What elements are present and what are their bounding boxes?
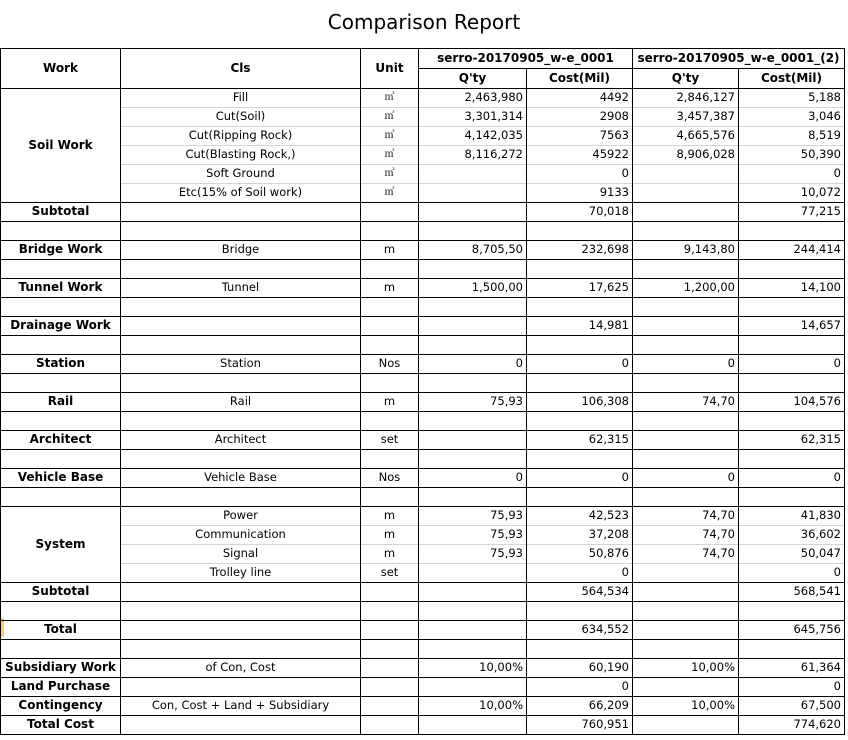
cls-cell: Signal <box>222 546 259 560</box>
work-cell: Vehicle Base <box>17 470 104 484</box>
qty-cell: 74,70 <box>702 546 735 560</box>
qty-cell: 10,00% <box>691 660 735 674</box>
report-title: Comparison Report <box>327 10 521 34</box>
qty-cell: 4,665,576 <box>676 128 735 142</box>
grid-line <box>632 48 633 735</box>
cost-cell: 4492 <box>599 90 629 104</box>
grid-line <box>526 68 527 735</box>
group-soil-work: Soil Work <box>28 138 93 152</box>
qty-cell <box>633 677 738 696</box>
cost-cell: 62,315 <box>800 432 841 446</box>
qty-cell <box>633 430 738 449</box>
cost-cell: 0 <box>621 679 629 693</box>
qty-cell <box>419 183 526 202</box>
cost-cell: 10,072 <box>800 185 841 199</box>
cost-cell: 0 <box>621 166 629 180</box>
cost-cell: 61,364 <box>800 660 841 674</box>
qty-cell: 75,93 <box>490 527 523 541</box>
cost-cell: 7563 <box>599 128 629 142</box>
system-subtotal-c1: 564,534 <box>581 584 629 598</box>
cls-cell: Cut(Soil) <box>215 109 266 123</box>
cls-cell: Power <box>223 508 258 522</box>
grid-line <box>0 202 845 203</box>
grid-line <box>0 601 845 602</box>
cls-cell: Bridge <box>221 242 260 256</box>
qty-cell: 74,70 <box>702 527 735 541</box>
work-cell: Bridge Work <box>18 242 103 256</box>
group-system: System <box>35 537 86 551</box>
qty-cell: 74,70 <box>702 394 735 408</box>
unit-cell: m <box>383 280 396 294</box>
grid-line <box>0 734 845 735</box>
cost-cell: 0 <box>621 565 629 579</box>
unit-cell: ㎥ <box>384 149 395 160</box>
qty-cell: 75,93 <box>490 546 523 560</box>
grid-line <box>0 259 845 260</box>
work-cell: Tunnel Work <box>18 280 103 294</box>
grid-line <box>0 639 845 640</box>
header-cost-1: Cost(Mil) <box>548 71 611 85</box>
cost-cell: 41,830 <box>800 508 841 522</box>
cls-cell: Communication <box>195 527 286 541</box>
qty-cell <box>633 183 738 202</box>
cls-cell: Cut(Ripping Rock) <box>188 128 293 142</box>
qty-cell <box>419 677 526 696</box>
unit-cell: ㎥ <box>384 111 395 122</box>
cost-cell: 232,698 <box>581 242 629 256</box>
qty-cell <box>419 164 526 183</box>
unit-cell: ㎡ <box>384 168 395 179</box>
work-cell: Total Cost <box>27 717 94 731</box>
grid-line <box>0 620 845 621</box>
grid-line <box>0 449 845 450</box>
system-subtotal-label: Subtotal <box>31 584 90 598</box>
cost-cell: 0 <box>621 470 629 484</box>
grid-line <box>0 582 845 583</box>
header-qty-1: Q'ty <box>458 71 487 85</box>
cost-cell: 42,523 <box>588 508 629 522</box>
qty-cell: 0 <box>727 356 735 370</box>
total-c1: 634,552 <box>581 622 629 636</box>
cost-cell: 2908 <box>599 109 629 123</box>
grid-line <box>0 48 1 735</box>
qty-cell: 3,301,314 <box>464 109 523 123</box>
unit-cell <box>361 316 418 335</box>
cost-cell: 0 <box>833 166 841 180</box>
unit-cell: m <box>383 546 396 560</box>
header-case1: serro-20170905_w-e_0001 <box>437 51 614 65</box>
cost-cell: 50,390 <box>800 147 841 161</box>
grid-line <box>844 48 845 735</box>
grid-line <box>0 297 845 298</box>
cost-cell: 14,100 <box>800 280 841 294</box>
cost-cell: 0 <box>833 679 841 693</box>
cost-cell: 9133 <box>599 185 629 199</box>
cost-cell: 50,047 <box>800 546 841 560</box>
cls-cell: Soft Ground <box>206 166 275 180</box>
qty-cell: 75,93 <box>490 394 523 408</box>
cls-cell: Con, Cost + Land + Subsidiary <box>151 698 330 712</box>
work-cell: Contingency <box>18 698 103 712</box>
cost-cell: 36,602 <box>800 527 841 541</box>
cost-cell: 0 <box>833 470 841 484</box>
qty-cell: 10,00% <box>479 698 523 712</box>
cost-cell: 3,046 <box>808 109 841 123</box>
cost-cell: 0 <box>833 565 841 579</box>
cost-cell: 66,209 <box>588 698 629 712</box>
cost-cell: 774,620 <box>793 717 841 731</box>
grid-line <box>0 487 845 488</box>
header-work: Work <box>43 61 78 75</box>
cost-cell: 62,315 <box>588 432 629 446</box>
cost-cell: 244,414 <box>793 242 841 256</box>
qty-cell: 10,00% <box>479 660 523 674</box>
qty-cell: 0 <box>515 356 523 370</box>
grid-line <box>418 48 419 735</box>
grid-line <box>0 373 845 374</box>
grid-line <box>0 411 845 412</box>
system-subtotal-c2: 568,541 <box>793 584 841 598</box>
total-label: Total <box>44 622 77 636</box>
unit-cell: set <box>380 565 399 579</box>
qty-cell: 0 <box>727 470 735 484</box>
qty-cell: 9,143,80 <box>683 242 735 256</box>
qty-cell <box>633 563 738 582</box>
qty-cell <box>419 430 526 449</box>
cls-cell: Vehicle Base <box>204 470 277 484</box>
cost-cell: 5,188 <box>808 90 841 104</box>
qty-cell: 8,116,272 <box>464 147 523 161</box>
unit-cell: ㎥ <box>384 130 395 141</box>
header-qty-2: Q'ty <box>671 71 700 85</box>
cost-cell: 106,308 <box>581 394 629 408</box>
unit-cell: m <box>383 394 396 408</box>
cost-cell: 50,876 <box>588 546 629 560</box>
work-cell: Land Purchase <box>10 679 111 693</box>
soil-subtotal-label: Subtotal <box>31 204 90 218</box>
qty-cell: 2,463,980 <box>464 90 523 104</box>
work-cell: Station <box>35 356 86 370</box>
qty-cell <box>633 715 738 734</box>
cls-cell: Cut(Blasting Rock,) <box>185 147 296 161</box>
soil-subtotal-c1: 70,018 <box>588 204 629 218</box>
unit-cell: m <box>383 242 396 256</box>
cost-cell: 104,576 <box>793 394 841 408</box>
qty-cell <box>633 316 738 335</box>
header-cls: Cls <box>230 61 251 75</box>
work-cell: Drainage Work <box>10 318 111 332</box>
grid-line <box>120 48 121 735</box>
qty-cell: 8,705,50 <box>471 242 523 256</box>
unit-cell: Nos <box>378 356 401 370</box>
unit-cell: ㎥ <box>384 92 395 103</box>
cost-cell: 37,208 <box>588 527 629 541</box>
cls-cell: Station <box>220 356 261 370</box>
cls-cell <box>121 677 360 696</box>
soil-subtotal-c2: 77,215 <box>800 204 841 218</box>
unit-cell: set <box>380 432 399 446</box>
qty-cell <box>633 164 738 183</box>
unit-cell: Nos <box>378 470 401 484</box>
cls-cell: of Con, Cost <box>205 660 276 674</box>
cost-cell: 760,951 <box>581 717 629 731</box>
header-case2: serro-20170905_w-e_0001_(2) <box>637 51 840 65</box>
header-cost-2: Cost(Mil) <box>760 71 823 85</box>
cost-cell: 0 <box>621 356 629 370</box>
work-cell: Rail <box>47 394 74 408</box>
qty-cell: 4,142,035 <box>464 128 523 142</box>
work-cell: Architect <box>29 432 92 446</box>
qty-cell: 1,500,00 <box>471 280 523 294</box>
grid-line <box>0 221 845 222</box>
cost-cell: 0 <box>833 356 841 370</box>
qty-cell: 3,457,387 <box>676 109 735 123</box>
cost-cell: 8,519 <box>808 128 841 142</box>
cls-cell: Tunnel <box>221 280 260 294</box>
grid-line <box>360 48 361 735</box>
qty-cell: 75,93 <box>490 508 523 522</box>
cls-cell <box>121 715 360 734</box>
cost-cell: 45922 <box>592 147 629 161</box>
work-cell: Subsidiary Work <box>5 660 116 674</box>
cost-cell: 60,190 <box>588 660 629 674</box>
cls-cell: Rail <box>229 394 252 408</box>
qty-cell: 2,846,127 <box>676 90 735 104</box>
qty-cell: 0 <box>515 470 523 484</box>
unit-cell: m <box>383 508 396 522</box>
cls-cell: Fill <box>232 90 249 104</box>
unit-cell: ㎥ <box>384 187 395 198</box>
qty-cell <box>419 715 526 734</box>
total-c2: 645,756 <box>793 622 841 636</box>
header-unit: Unit <box>375 61 404 75</box>
cost-cell: 14,981 <box>588 318 629 332</box>
unit-cell: m <box>383 527 396 541</box>
cost-cell: 14,657 <box>800 318 841 332</box>
qty-cell <box>419 316 526 335</box>
cost-cell: 67,500 <box>800 698 841 712</box>
qty-cell: 8,906,028 <box>676 147 735 161</box>
cls-cell: Trolley line <box>209 565 272 579</box>
qty-cell: 74,70 <box>702 508 735 522</box>
grid-line <box>738 68 739 735</box>
qty-cell: 1,200,00 <box>683 280 735 294</box>
grid-line <box>0 335 845 336</box>
cls-cell: Etc(15% of Soil work) <box>178 185 303 199</box>
qty-cell <box>419 563 526 582</box>
cls-cell: Architect <box>214 432 267 446</box>
cls-cell <box>121 316 360 335</box>
cost-cell: 17,625 <box>588 280 629 294</box>
qty-cell: 10,00% <box>691 698 735 712</box>
